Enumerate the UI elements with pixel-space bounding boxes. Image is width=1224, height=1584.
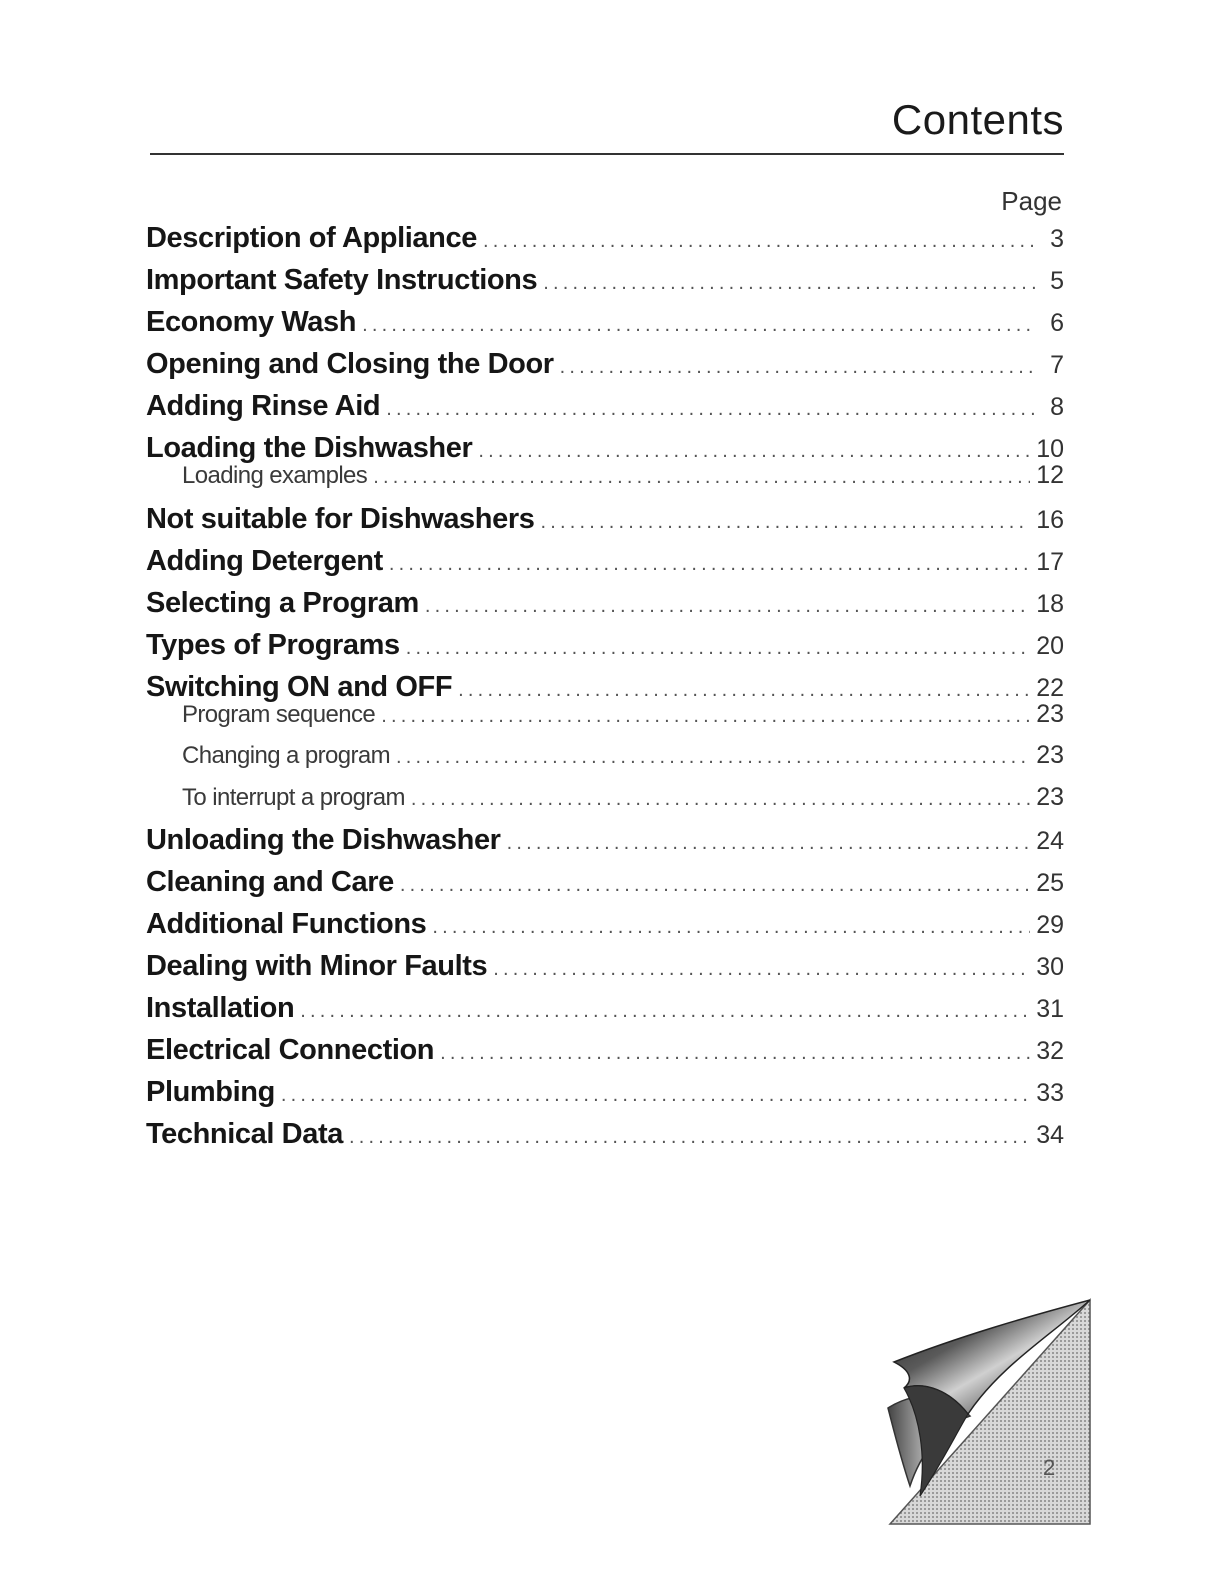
toc-page-number: 31	[1036, 995, 1064, 1023]
toc-entry	[146, 1034, 1064, 1076]
dot-leader	[540, 511, 1030, 534]
toc-entry	[146, 1076, 1064, 1118]
dot-leader	[425, 595, 1030, 618]
toc-page-number: 16	[1036, 505, 1064, 534]
toc-entry	[146, 222, 1064, 264]
page-column-header: Page	[1001, 186, 1062, 216]
toc-page-number: 23	[1036, 782, 1064, 811]
toc-page-number: 33	[1036, 1079, 1064, 1107]
toc-entry	[146, 908, 1064, 950]
toc-entry-title: Unloading the Dishwasher	[146, 824, 501, 856]
dot-leader	[362, 314, 1036, 337]
toc-entry	[146, 306, 1064, 348]
toc-page-number: 23	[1036, 699, 1064, 728]
toc-page-number: 22	[1036, 673, 1064, 702]
dot-leader	[389, 553, 1030, 576]
table-of-contents	[146, 222, 1064, 1160]
dot-leader	[483, 230, 1036, 253]
toc-entry-title: Loading examples	[182, 462, 368, 489]
toc-page-number: 7	[1050, 351, 1064, 379]
toc-entry-title: Installation	[146, 992, 295, 1024]
toc-page-number: 34	[1036, 1121, 1064, 1149]
toc-entry-title: Selecting a Program	[146, 586, 419, 619]
toc-subentry	[146, 741, 1064, 770]
dot-leader	[386, 398, 1036, 421]
dot-leader	[560, 356, 1036, 379]
toc-page-number: 6	[1050, 309, 1064, 337]
toc-entry	[146, 1118, 1064, 1160]
toc-entry-title: Changing a program	[182, 742, 391, 769]
toc-entry	[146, 587, 1064, 629]
toc-entry	[146, 390, 1064, 432]
toc-entry	[146, 348, 1064, 390]
dot-leader	[400, 874, 1030, 897]
dot-leader	[440, 1042, 1030, 1065]
page-curl-icon	[880, 1296, 1092, 1528]
page-title: Contents	[891, 96, 1064, 143]
toc-entry-title: Technical Data	[146, 1118, 343, 1150]
dot-leader	[493, 958, 1030, 981]
toc-entry	[146, 992, 1064, 1034]
toc-entry-title: Types of Programs	[146, 628, 400, 661]
toc-entry	[146, 866, 1064, 908]
toc-entry	[146, 950, 1064, 992]
toc-subentry	[146, 783, 1064, 812]
toc-entry-title: Plumbing	[146, 1076, 275, 1108]
toc-entry-title: Electrical Connection	[146, 1034, 435, 1066]
toc-page-number: 12	[1036, 461, 1064, 489]
toc-entry-title: Dealing with Minor Faults	[146, 950, 488, 982]
toc-entry	[146, 503, 1064, 545]
toc-entry-title: Opening and Closing the Door	[146, 348, 554, 380]
toc-entry	[146, 629, 1064, 671]
toc-entry-title: Description of Appliance	[146, 222, 477, 254]
dot-leader	[543, 272, 1036, 295]
toc-entry-title: Adding Rinse Aid	[146, 390, 381, 422]
toc-page-number: 23	[1036, 741, 1064, 769]
toc-subentry	[146, 700, 1064, 729]
toc-page-number: 30	[1036, 953, 1064, 981]
toc-entry-title: Economy Wash	[146, 306, 357, 338]
dot-leader	[406, 637, 1030, 660]
dot-leader	[300, 1000, 1030, 1023]
toc-entry-title: Switching ON and OFF	[146, 670, 453, 703]
toc-page-number: 18	[1036, 589, 1064, 618]
dot-leader	[381, 705, 1030, 728]
toc-entry	[146, 824, 1064, 866]
toc-page-number: 17	[1036, 547, 1064, 576]
toc-entry-title: Additional Functions	[146, 908, 427, 940]
toc-page-number: 25	[1036, 869, 1064, 897]
page-number: 2	[1043, 1455, 1056, 1480]
dot-leader	[411, 788, 1030, 811]
dot-leader	[349, 1126, 1030, 1149]
toc-entry	[146, 264, 1064, 306]
toc-entry	[146, 545, 1064, 587]
dot-leader	[432, 916, 1030, 939]
toc-entry-title: Loading the Dishwasher	[146, 432, 473, 464]
toc-entry-title: Not suitable for Dishwashers	[146, 502, 535, 535]
toc-entry-title: Adding Detergent	[146, 544, 383, 577]
dot-leader	[458, 679, 1030, 702]
toc-page-number: 3	[1050, 225, 1064, 253]
toc-page-number: 20	[1036, 631, 1064, 660]
dot-leader	[281, 1084, 1030, 1107]
toc-entry-title: Important Safety Instructions	[146, 264, 538, 296]
toc-page-number: 5	[1050, 267, 1064, 295]
toc-entry-title: To interrupt a program	[182, 783, 405, 811]
dot-leader	[478, 440, 1030, 463]
toc-entry-title: Program sequence	[182, 700, 376, 728]
toc-page-number: 29	[1036, 911, 1064, 939]
dot-leader	[396, 746, 1030, 769]
toc-page-number: 8	[1050, 393, 1064, 421]
title-divider	[150, 153, 1064, 155]
toc-subentry	[146, 461, 1064, 490]
dot-leader	[373, 466, 1030, 489]
toc-page-number: 32	[1036, 1037, 1064, 1065]
toc-page-number: 10	[1036, 435, 1064, 463]
toc-entry-title: Cleaning and Care	[146, 866, 394, 898]
dot-leader	[507, 832, 1031, 855]
toc-page-number: 24	[1036, 827, 1064, 855]
